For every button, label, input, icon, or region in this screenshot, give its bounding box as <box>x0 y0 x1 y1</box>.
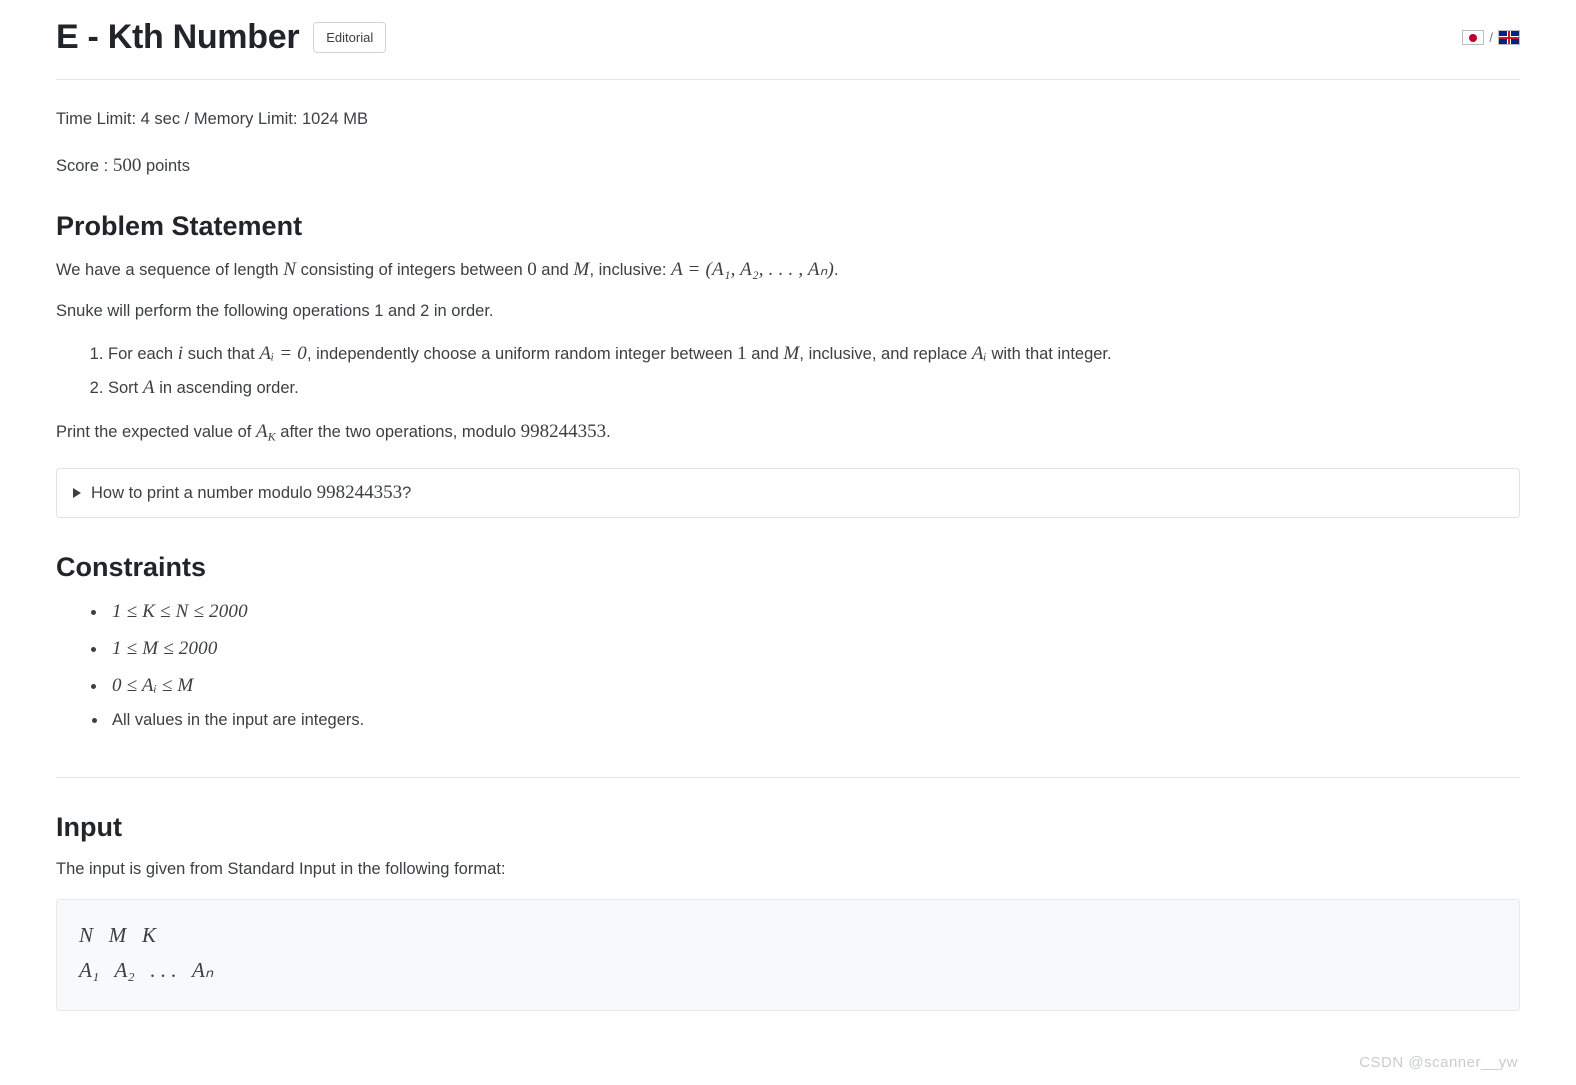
editorial-button[interactable]: Editorial <box>313 22 386 53</box>
score-prefix: Score : <box>56 157 113 175</box>
input-format-line: N M K <box>79 923 157 948</box>
ps-p1-c: and <box>536 261 574 279</box>
step1-i: i <box>177 343 184 365</box>
step1-d: and <box>746 345 784 364</box>
ps-p1-sequence: A = (A₁, A₂, . . . , Aₙ) <box>671 259 835 280</box>
problem-paragraph-2: Snuke will perform the following operations 1 and 2 in order. <box>56 301 494 320</box>
details-label-b: ? <box>402 484 412 503</box>
problem-paragraph-3 <box>56 418 1520 447</box>
input-description: The input is given from Standard Input in the following format: <box>56 859 506 878</box>
operation-step-1 <box>108 337 1520 370</box>
constraint-item: • 0 ≤ Aᵢ ≤ M <box>108 667 1520 704</box>
ps-p3-mod: 998244353 <box>520 420 607 442</box>
ps-p1-b: consisting of integers between <box>296 261 528 279</box>
modulo-howto-details[interactable] <box>56 468 1520 518</box>
step1-e: , inclusive, and replace <box>799 345 972 364</box>
ps-p1-N: N <box>283 259 297 280</box>
constraint-item: • All values in the input are integers. <box>108 704 1520 736</box>
ps-p3-AK: A <box>255 420 268 442</box>
operation-step-2 <box>108 371 1520 404</box>
input-format-line: A₁ A₂ . . . Aₙ <box>79 957 214 982</box>
ps-p3-a: Print the expected value of <box>56 422 256 441</box>
constraints-heading: Constraints <box>56 552 207 583</box>
step2-A: A <box>142 376 155 398</box>
step1-condition: Aᵢ = 0 <box>259 343 307 365</box>
language-separator: / <box>1489 30 1493 45</box>
problem-statement-heading: Problem Statement <box>56 211 303 241</box>
flag-uk-icon[interactable] <box>1498 30 1520 45</box>
language-switcher[interactable] <box>1462 18 1520 45</box>
flag-uk-cross-vertical <box>1508 31 1510 44</box>
limits-text: Time Limit: 4 sec / Memory Limit: 1024 MB <box>56 110 369 128</box>
constraints-list <box>56 593 1520 736</box>
ps-p3-AK-sub: K <box>267 429 276 444</box>
step2-a: Sort <box>108 378 143 397</box>
ps-p1-e: . <box>834 261 839 279</box>
page-header <box>56 0 1520 57</box>
step1-Ai: Aᵢ <box>971 343 987 365</box>
ps-p1-d: , inclusive: <box>589 261 672 279</box>
ps-p3-b: after the two operations, modulo <box>275 422 521 441</box>
details-mod: 998244353 <box>316 482 403 504</box>
title-group <box>56 18 386 57</box>
ps-p1-M: M <box>573 259 590 280</box>
step1-b: such that <box>183 345 260 364</box>
details-label-a: How to print a number modulo <box>91 484 317 503</box>
chevron-right-icon <box>73 488 81 498</box>
step2-b: in ascending order. <box>154 378 299 397</box>
step1-a: For each <box>108 345 178 364</box>
ps-p1-zero: 0 <box>527 259 537 280</box>
problem-paragraph-1 <box>56 256 1520 285</box>
header-divider <box>56 79 1520 80</box>
ps-p1-a: We have a sequence of length <box>56 261 284 279</box>
step1-c: , independently choose a uniform random integer between <box>306 345 738 364</box>
operation-steps <box>56 337 1520 404</box>
input-heading: Input <box>56 811 122 842</box>
input-format-block <box>56 899 1520 1010</box>
score-value: 500 <box>112 155 142 176</box>
constraint-item: • 1 ≤ K ≤ N ≤ 2000 <box>108 593 1520 630</box>
step1-M: M <box>783 343 800 365</box>
details-summary-text <box>91 482 411 504</box>
step1-f: with that integer. <box>986 345 1112 364</box>
watermark: CSDN @scanner__yw <box>1359 1054 1518 1071</box>
step1-one: 1 <box>737 343 747 365</box>
score-suffix: points <box>141 157 190 175</box>
page-title: E - Kth Number <box>56 18 300 56</box>
constraint-item: • 1 ≤ M ≤ 2000 <box>108 630 1520 667</box>
flag-japan-icon[interactable] <box>1462 30 1484 45</box>
ps-p3-c: . <box>606 422 611 441</box>
section-divider <box>56 777 1520 778</box>
score-text <box>56 155 1520 177</box>
